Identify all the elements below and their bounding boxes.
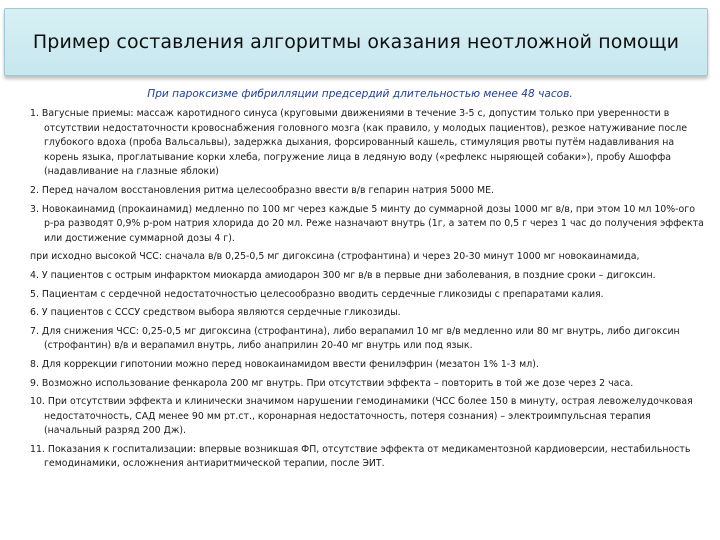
list-item-3: 3. Новокаинамид (прокаинамид) медленно по 100 мг через каждые 5 минту до суммарной дозы 1000 мг в/в, при этом 10 мл 10%-ого р-ра разводят 0,9% р-ром натрия хлорида до 20 мл. Реже назначают внутрь (1г, а затем по 0,5 г через 1 час до получения эффекта или достижение суммарной дозы 4 г).	[30, 203, 704, 244]
title-bar	[4, 8, 708, 76]
list-item-2: 2. Перед началом восстановления ритма целесообразно ввести в/в гепарин натрия 5000 МЕ.	[30, 184, 495, 196]
list-item-11: 11. Показания к госпитализации: впервые возникшая ФП, отсутствие эффекта от медикаментозной кардиоверсии, нестабильность гемодинамики, осложнения антиаритмической терапии, после ЭИТ.	[30, 443, 691, 470]
list-item-9: 9. Возможно использование фенкарола 200 мг внутрь. При отсутствии эффекта – повторить в той же дозе через 2 часа.	[30, 377, 634, 389]
list-item-8: 8. Для коррекции гипотонии можно перед новокаинамидом ввести фенилэфрин (мезатон 1% 1-3 мл).	[30, 358, 539, 370]
list-item-10: 10. При отсутствии эффекта и клинически значимом нарушении гемодинамики (ЧСС более 150 в минуту, острая левожелудочковая недостаточность, САД менее 90 мм рт.ст., коронарная недостаточность, потеря сознания) – электроимпульсная терапия (начальный разряд 200 Дж).	[30, 396, 693, 437]
list-item-3-note: при исходно высокой ЧСС: сначала в/в 0,25-0,5 мг дигоксина (строфантина) и через 20-30 минут 1000 мг новокаинамида,	[30, 251, 640, 263]
subtitle: При пароксизме фибрилляции предсердий длительностью менее 48 часов.	[147, 88, 573, 100]
list-item-6: 6. У пациентов с СССУ средством выбора являются сердечные гликозиды.	[30, 307, 401, 319]
list-item-5: 5. Пациентам с сердечной недостаточностью целесообразно вводить сердечные гликозиды с препаратами калия.	[30, 288, 604, 300]
algorithm-list	[30, 107, 706, 476]
list-item-1: 1. Вагусные приемы: массаж каротидного синуса (круговыми движениями в течение 3-5 с, допустим только при уверенности в отсутствии недостаточности кровоснабжения головного мозга (как правило, у молодых пациентов), резкое натуживание после глубокого вдоха (проба Вальсальвы), задержка дыхания, форсированный кашель, стимуляция рвоты путём надавливания на корень языка, проглатывание корки хлеба, погружение лица в ледяную воду («рефлекс ныряющей собаки»), пробу Ашоффа (надавливание на глазные яблоки)	[30, 108, 687, 178]
page-title: Пример составления алгоритмы оказания неотложной помощи	[32, 31, 680, 53]
list-item-4: 4. У пациентов с острым инфарктом миокарда амиодарон 300 мг в/в в первые дни заболевания, в поздние сроки – дигоксин.	[30, 269, 656, 281]
list-item-7: 7. Для снижения ЧСС: 0,25-0,5 мг дигоксина (строфантина), либо верапамил 10 мг в/в медленно или 80 мг внутрь, либо дигоксин (строфантин) в/в и верапамил внутрь, либо анаприлин 20-40 мг внутрь или под язык.	[30, 325, 680, 352]
